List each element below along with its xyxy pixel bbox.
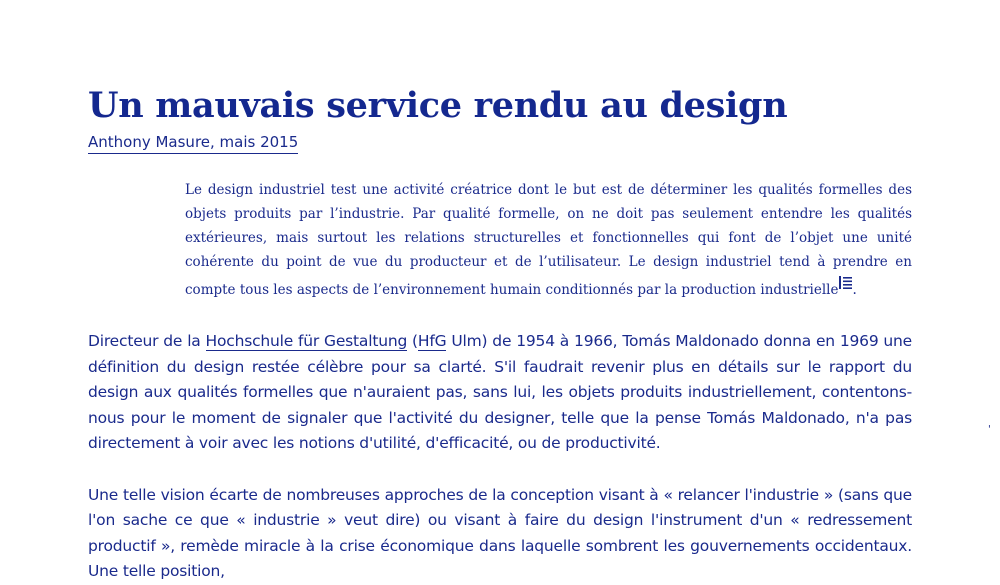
hfg-abbr-link[interactable]: HfG [417,332,447,350]
paragraph-1 [88,329,912,457]
stray-mark: ' [988,424,991,435]
block-quote [185,178,912,302]
quote-end-punct: . [852,282,857,298]
paragraph-1-rest: Ulm) de 1954 à 1966, Tomás Maldonado donna en 1969 une définition du design restée célèbre pour sa clarté. S'il faudrait revenir plus en détails sur le rapport du design aux qualités formelles que n'auraient pas, sans lui, les objets produits industriellement, contentons-nous pour le moment de signaler que l'activité du designer, telle que la pense Tomás Maldonado, n'a pas directement à voir avec les notions d'utilité, d'efficacité, ou de productivité. [88,332,913,452]
hfg-full-link[interactable]: Hochschule für Gestaltung [205,332,408,350]
paragraph-1-pre: Directeur de la [88,332,206,350]
article [88,84,912,585]
footnote-icon[interactable] [839,274,852,288]
quote-text: Le design industriel test une activité créatrice dont le but est de déterminer les qualités formelles des objets produits par l’industrie. Par qualité formelle, on ne doit pas seulement entendre les qualités extérieures, mais surtout les relations structurelles et fonctionnelles qui font de l’objet une unité cohérente du point de vue du producteur et de l’utilisateur. Le design industriel tend à prendre en compte tous les aspects de l’environnement humain conditionnés par la production industrielle [185,182,912,298]
paragraph-2: Une telle vision écarte de nombreuses approches de la conception visant à « relancer l'industrie » (sans que l'on sache ce que « industrie » veut dire) ou visant à faire du design l'instrument d'un « redressement productif », remède miracle à la crise économique dans laquelle sombrent les gouvernements occidentaux. Une telle position, [88,485,912,580]
article-title: Un mauvais service rendu au design [88,85,788,126]
author-link[interactable]: Anthony Masure, mais 2015 [88,132,298,154]
paragraph-1-mid: ( [407,332,418,350]
